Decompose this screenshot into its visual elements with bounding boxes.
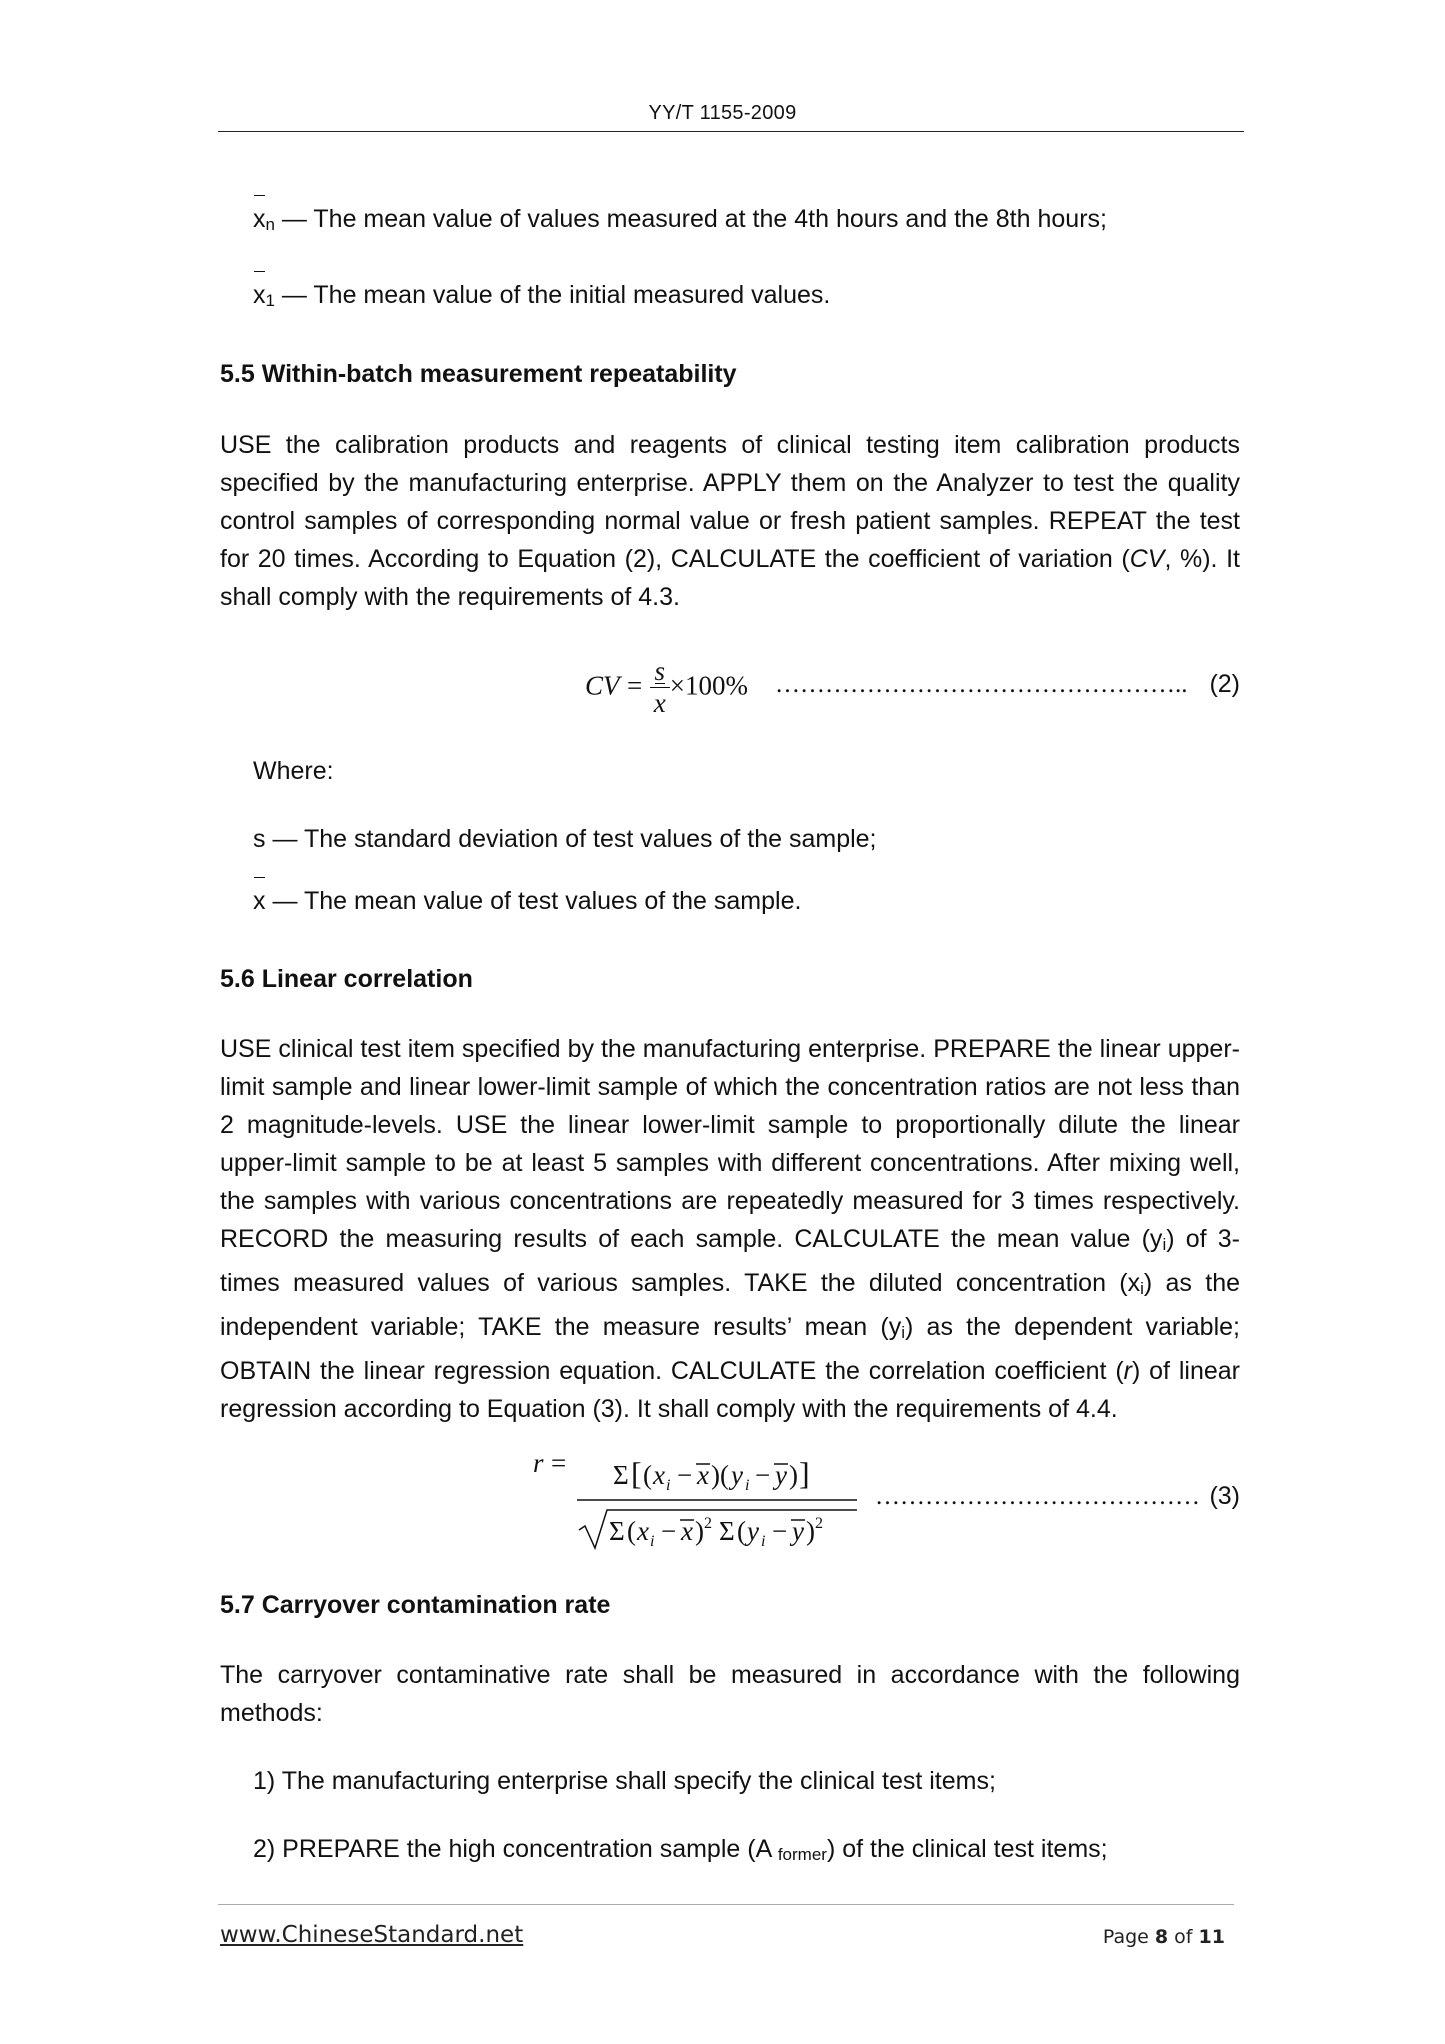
eq-equals: =: [627, 670, 643, 701]
var-x: x: [653, 1460, 665, 1490]
eq-lhs: CV: [585, 670, 620, 701]
list-text: ) of the clinical test items;: [826, 1835, 1108, 1863]
paren: ): [806, 1516, 815, 1546]
exponent-2: 2: [815, 1515, 823, 1532]
bracket-open: [: [631, 1455, 642, 1491]
xbar-symbol: x: [653, 688, 666, 718]
sum-symbol: Σ: [613, 1460, 629, 1490]
page-of: of: [1168, 1926, 1199, 1948]
exponent-2: 2: [704, 1515, 712, 1532]
paren: ): [695, 1516, 704, 1546]
paragraph-text: ) of linear regression according to Equation (3). It shall comply with the requirements of 4.4.: [220, 1357, 1240, 1423]
paragraph-5-5: [220, 426, 1240, 616]
minus: −: [755, 1460, 771, 1490]
paragraph-text: , %). It shall comply with the requirements of 4.3.: [220, 545, 1240, 611]
definition-text: — The mean value of test values of the sample.: [265, 887, 802, 915]
var-ybar: y: [792, 1516, 804, 1546]
list-item-2: [253, 1830, 1108, 1874]
sub-i: i: [745, 1477, 750, 1494]
paragraph-text: ) as the dependent variable; OBTAIN the linear regression equation. CALCULATE the correlation coefficient (: [220, 1313, 1240, 1385]
paren: )(: [711, 1460, 729, 1490]
var-y: y: [747, 1516, 759, 1546]
leader-dots: …………………………………………..: [775, 671, 1188, 698]
section-heading-5-7: 5.7 Carryover contamination rate: [220, 1591, 611, 1619]
definition-xn: [253, 200, 1107, 244]
eq-lhs: r: [533, 1448, 544, 1478]
header-divider: [218, 131, 1244, 132]
eq-numerator: s: [650, 656, 670, 688]
definition-text: — The mean value of the initial measured values.: [274, 281, 831, 309]
footer-divider: [218, 1904, 1234, 1905]
definition-s: s — The standard deviation of test values of the sample;: [253, 825, 877, 853]
sum-symbol: Σ: [719, 1516, 735, 1546]
xbar-symbol: x: [253, 200, 266, 238]
definition-x1: [253, 276, 830, 320]
header-title: YY/T 1155-2009: [648, 102, 797, 124]
eq-times-100: ×100%: [669, 670, 748, 701]
xbar-symbol: x: [253, 276, 266, 314]
definition-text: — The mean value of values measured at the 4th hours and the 8th hours;: [274, 205, 1107, 233]
list-text: 2) PREPARE the high concentration sample (A: [253, 1835, 778, 1863]
var-xbar: x: [697, 1460, 709, 1490]
sum-symbol: Σ: [609, 1516, 625, 1546]
var-xbar: x: [681, 1516, 693, 1546]
equation-2-leader: [775, 670, 1188, 699]
equation-3-lhs: [533, 1448, 566, 1479]
subscript-i: i: [901, 1323, 905, 1342]
minus: −: [677, 1460, 693, 1490]
eq-denominator: [650, 688, 670, 719]
list-item-1: 1) The manufacturing enterprise shall specify the clinical test items;: [253, 1767, 996, 1795]
fraction-s-over-xbar: [650, 656, 670, 719]
paragraph-text: USE clinical test item specified by the manufacturing enterprise. PREPARE the linear upper-limit sample and linear lower-limit sample of which the concentration ratios are not less than 2 magnitude-levels. USE the linear lower-limit sample to proportionally dilute the linear upper-limit sample to be at least 5 samples with different concentrations. After mixing well, the samples with various concentrations are repeatedly measured for 3 times respectively. RECORD the measuring results of each sample. CALCULATE the mean value (y: [220, 1035, 1240, 1253]
r-symbol: r: [1123, 1357, 1132, 1385]
sub-i: i: [761, 1533, 766, 1550]
section-heading-5-6: 5.6 Linear correlation: [220, 965, 473, 993]
minus: −: [772, 1516, 788, 1546]
paren: (: [643, 1460, 652, 1490]
page-number: [1103, 1926, 1225, 1948]
paren: ): [789, 1460, 798, 1490]
eq-equals: =: [551, 1448, 567, 1478]
sub-i: i: [666, 1477, 671, 1494]
minus: −: [661, 1516, 677, 1546]
paragraph-text: USE the calibration products and reagents of clinical testing item calibration products specified by the manufacturing enterprise. APPLY them on the Analyzer to test the quality control samples of corresponding normal value or fresh patient samples. REPEAT the test for 20 times. According to Equation (2), CALCULATE the coefficient of variation (: [220, 431, 1240, 573]
leader-dots: …………………………………: [875, 1483, 1200, 1510]
equation-3-number: (3): [1209, 1482, 1240, 1510]
where-label: Where:: [253, 757, 334, 785]
paragraph-text: ) of 3-times measured values of various samples. TAKE the diluted concentration (x: [220, 1225, 1241, 1297]
var-y: y: [731, 1460, 743, 1490]
page-current: 8: [1154, 1926, 1169, 1948]
sub-i: i: [650, 1533, 655, 1550]
subscript-i: i: [1140, 1279, 1144, 1298]
equation-3-leader: [875, 1482, 1200, 1511]
cv-symbol: CV: [1129, 545, 1165, 573]
equation-2-number: (2): [1209, 670, 1240, 698]
paren: (: [737, 1516, 746, 1546]
paragraph-5-7: The carryover contaminative rate shall be measured in accordance with the following methods:: [220, 1661, 1240, 1727]
subscript-former: former: [777, 1845, 827, 1864]
var-ybar: y: [775, 1460, 787, 1490]
bracket-close: ]: [799, 1455, 810, 1491]
website-link[interactable]: www.ChineseStandard.net: [220, 1922, 524, 1948]
subscript-i: i: [1162, 1235, 1167, 1254]
definition-xbar: [253, 882, 801, 920]
section-heading-5-5: 5.5 Within-batch measurement repeatability: [220, 360, 737, 388]
equation-2: [585, 656, 748, 719]
paragraph-text: ) as the independent variable; TAKE the measure results’ mean (y: [220, 1269, 1240, 1341]
correlation-formula: [575, 1448, 860, 1552]
xbar-symbol: x: [253, 882, 266, 920]
var-x: x: [637, 1516, 649, 1546]
subscript-n: n: [265, 215, 275, 234]
page-prefix: Page: [1102, 1926, 1155, 1948]
paragraph-5-6: [220, 1030, 1240, 1428]
paren: (: [627, 1516, 636, 1546]
subscript-1: 1: [265, 291, 275, 310]
page-total: 11: [1198, 1926, 1225, 1948]
